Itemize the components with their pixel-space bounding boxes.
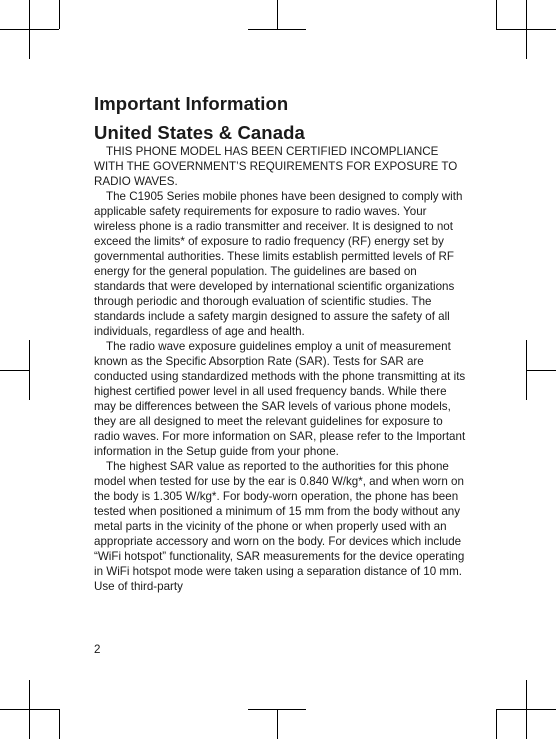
page-title: Important Information xyxy=(94,93,289,114)
body-paragraph: The C1905 Series mobile phones have been designed to comply with applicable safety requirements for exposure to radio waves. Your wireless phone is a radio transmitter and receiver. It is designed to not exceed the limits* of exposure to radio frequency (RF) energy set by governmental authorities. These limits establish permitted levels of RF energy for the general population. The guidelines are based on standards that were developed by international scientific organizations through periodic and thorough evaluation of scientific studies. The standards include a safety margin designed to assure the safety of all individuals, regardless of age and health. xyxy=(94,190,463,338)
page-content xyxy=(94,92,466,594)
body-paragraph: THIS PHONE MODEL HAS BEEN CERTIFIED INCOMPLIANCE WITH THE GOVERNMENT’S REQUIREMENTS FOR EXPOSURE TO RADIO WAVES. xyxy=(94,145,458,188)
section-title: United States & Canada xyxy=(94,122,305,143)
page-number: 2 xyxy=(94,643,101,656)
body-paragraph: The highest SAR value as reported to the authorities for this phone model when tested for use by the ear is 0.840 W/kg*, and when worn on the body is 1.305 W/kg*. For body-worn operation, the phone has been tested when positioned a minimum of 15 mm from the body without any metal parts in the vicinity of the phone or when properly used with an appropriate accessory and worn on the body. For devices which include “WiFi hotspot” functionality, SAR measurements for the device operating in WiFi hotspot mode were taken using a separation distance of 10 mm. Use of third-party xyxy=(94,460,465,593)
body-paragraph: The radio wave exposure guidelines employ a unit of measurement known as the Specific Absorption Rate (SAR). Tests for SAR are conducted using standardized methods with the phone transmitting at its highest certified power level in all used frequency bands. While there may be differences between the SAR levels of various phone models, they are all designed to meet the relevant guidelines for exposure to radio waves. For more information on SAR, please refer to the Important information in the Setup guide from your phone. xyxy=(94,340,466,458)
